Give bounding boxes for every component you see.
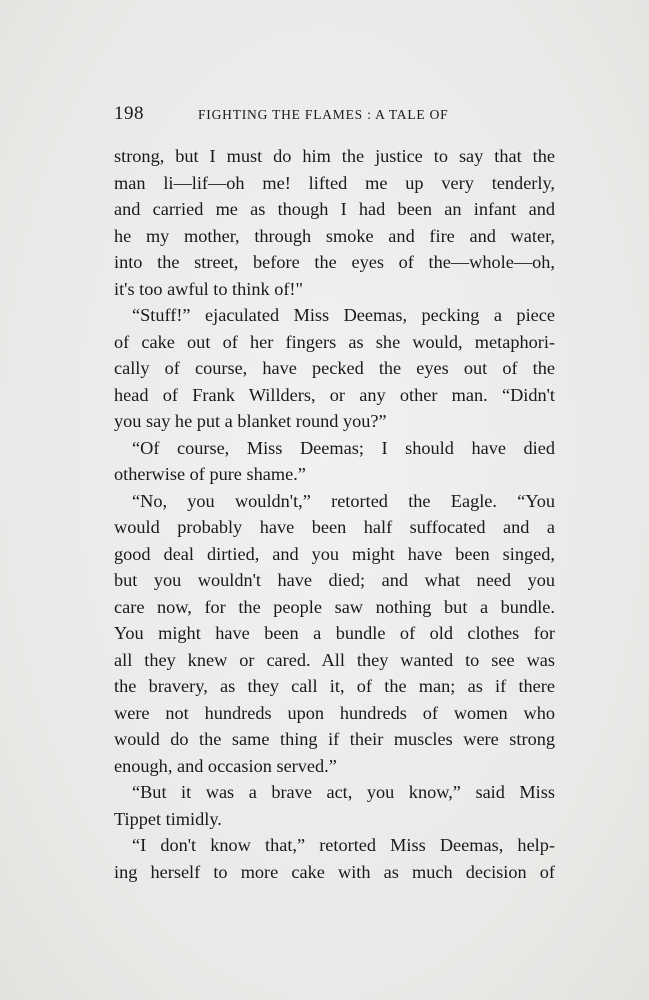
- text-line: “But it was a brave act, you know,” said Miss: [132, 782, 555, 802]
- text-line: into the street, before the eyes of the—whole—oh,: [114, 252, 555, 272]
- text-line: all they knew or cared. All they wanted to see was: [114, 649, 555, 670]
- text-line: head of Frank Willders, or any other man. “Didn't: [114, 384, 555, 405]
- text-line: would probably have been half suffocated and a: [114, 517, 555, 537]
- text-line: would do the same thing if their muscles were strong: [114, 729, 555, 749]
- text-line: of cake out of her fingers as she would, metaphori-: [114, 331, 555, 352]
- text-line: strong, but I must do him the justice to say that the: [114, 146, 555, 166]
- text-line: otherwise of pure shame.”: [114, 464, 306, 484]
- text-line: it's too awful to think of!": [114, 278, 303, 299]
- text-line: “No, you wouldn't,” retorted the Eagle. “You: [132, 490, 555, 511]
- text-line: good deal dirtied, and you might have been singed,: [114, 543, 555, 564]
- text-line: Tippet timidly.: [114, 808, 222, 829]
- text-line: man li—lif—oh me! lifted me up very tenderly,: [114, 172, 555, 193]
- body-text: [114, 143, 555, 885]
- text-line: care now, for the people saw nothing but a bundle.: [114, 596, 555, 617]
- text-line: and carried me as though I had been an infant and: [114, 199, 555, 219]
- running-title: FIGHTING THE FLAMES : A TALE OF: [198, 107, 449, 122]
- text-line: were not hundreds upon hundreds of women who: [114, 702, 555, 723]
- text-line: the bravery, as they call it, of the man; as if there: [114, 676, 555, 696]
- text-line: ing herself to more cake with as much decision of: [114, 861, 555, 882]
- text-line: You might have been a bundle of old clothes for: [114, 623, 555, 643]
- text-line: “Stuff!” ejaculated Miss Deemas, pecking a piece: [132, 305, 555, 325]
- running-head: [114, 103, 554, 127]
- text-line: you say he put a blanket round you?”: [114, 411, 387, 431]
- text-line: “Of course, Miss Deemas; I should have died: [132, 437, 555, 458]
- text-line: but you wouldn't have died; and what need you: [114, 570, 555, 590]
- text-line: he my mother, through smoke and fire and water,: [114, 225, 555, 246]
- text-line: “I don't know that,” retorted Miss Deemas, help-: [132, 835, 555, 855]
- text-line: cally of course, have pecked the eyes out of the: [114, 358, 555, 378]
- text-line: enough, and occasion served.”: [114, 755, 337, 776]
- page-number: 198: [114, 103, 144, 124]
